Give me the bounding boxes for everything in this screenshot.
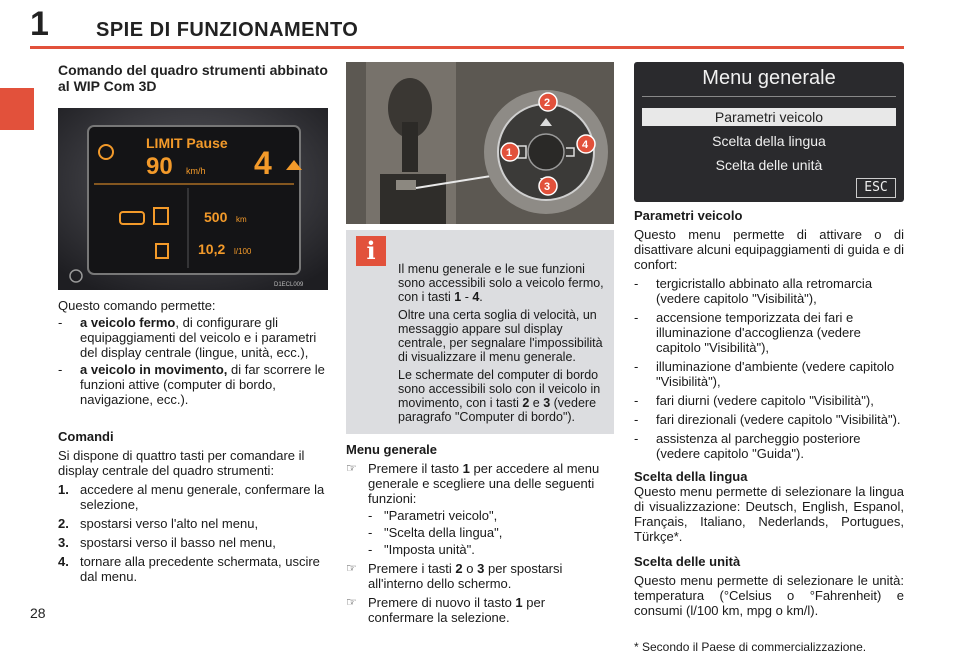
screen-divider [642, 96, 896, 97]
steering-wheel-photo [346, 62, 614, 224]
vehicle-params-title: Parametri veicolo [634, 208, 743, 223]
commands-list [58, 482, 328, 584]
pointing-hand-icon: ☞ [346, 461, 357, 475]
pointing-hand-icon: ☞ [346, 561, 357, 575]
callout-3: 3 [544, 181, 551, 193]
speed-value: 90 [146, 153, 173, 180]
list-item: 3. spostarsi verso il basso nel menu, [58, 535, 276, 550]
commands-intro: Si dispone di quattro tasti per comandare il display centrale del quadro strumenti: [58, 448, 305, 478]
callout-4: 4 [582, 139, 589, 151]
chapter-number: 1 [30, 5, 49, 43]
mode-stopped-label: a veicolo fermo [80, 315, 176, 330]
list-item: - accensione temporizzata dei fari e illuminazione d'accoglienza (vedere capitolo "Visibilità"), [634, 310, 861, 355]
menu-screen [634, 62, 904, 202]
list-item: 4. tornare alla precedente schermata, uscire dal menu. [58, 554, 320, 584]
info-paragraph-2: Oltre una certa soglia di velocità, un messaggio appare sul display centrale, per segnalare l'impossibilità di visualizzare il menu generale. [398, 308, 603, 364]
cluster-intro: Questo comando permette: [58, 298, 216, 313]
list-item: - a veicolo fermo, di configurare gli equipaggiamenti del veicolo e i parametri del display centrale (lingue, unità, ecc.), [58, 315, 317, 360]
vehicle-params-list [634, 276, 904, 461]
units-text: Questo menu permette di selezionare le unità: temperatura (°Celsius o °Fahrenheit) e consumi (l/100 km, mpg o km/l). [634, 573, 904, 618]
speed-unit: km/h [186, 166, 206, 176]
screen-item-vehicle-params[interactable]: Parametri veicolo [642, 108, 896, 126]
list-item: - "Scelta della lingua", [368, 525, 503, 540]
list-item: 1. accedere al menu generale, confermare la selezione, [58, 482, 325, 512]
info-paragraph-3: Le schermate del computer di bordo sono accessibili solo con il veicolo in movimento, con i tasti 2 e 3 (vedere paragrafo "Computer di bordo"). [398, 368, 601, 424]
instrument-cluster-photo [58, 108, 328, 290]
cluster-drawing [58, 108, 328, 290]
units-title: Scelta delle unità [634, 554, 741, 569]
footnote: * Secondo il Paese di commercializzazione. [634, 640, 867, 654]
menu-section [346, 442, 614, 625]
list-item: - fari direzionali (vedere capitolo "Visibilità"). [634, 412, 901, 427]
header-rule [30, 46, 904, 49]
consumption-unit: l/100 [234, 247, 252, 256]
callout-1: 1 [506, 147, 513, 159]
commands-title: Comandi [58, 429, 114, 444]
callout-2: 2 [544, 97, 551, 109]
list-item: - tergicristallo abbinato alla retromarcia (vedere capitolo "Visibilità"), [634, 276, 873, 306]
pointing-hand-icon: ☞ [346, 595, 357, 609]
list-item: - illuminazione d'ambiente (vedere capitolo "Visibilità"), [634, 359, 895, 389]
list-item: - a veicolo in movimento, di far scorrere le funzioni attive (computer di bordo, navigazione, ecc.). [58, 362, 325, 407]
esc-button[interactable]: ESC [856, 178, 896, 198]
list-item: ☞ Premere di nuovo il tasto 1 per confermare la selezione. [346, 595, 546, 625]
chapter-tab [0, 88, 34, 130]
list-item: ☞ Premere i tasti 2 o 3 per spostarsi all'interno dello schermo. [346, 561, 563, 591]
menu-title: Menu generale [346, 442, 438, 457]
list-item: - "Imposta unità". [368, 542, 475, 557]
list-item: - fari diurni (vedere capitolo "Visibilità"), [634, 393, 874, 408]
section-title-cluster: Comando del quadro strumenti abbinato al WIP Com 3D [58, 62, 328, 94]
mode-list [58, 315, 328, 407]
range-value: 500 [204, 209, 228, 225]
limit-label: LIMIT Pause [146, 135, 228, 151]
column-middle [346, 62, 614, 625]
page-title: SPIE DI FUNZIONAMENTO [96, 19, 359, 41]
photo-code: D1ECL009 [274, 282, 304, 288]
list-item: 2. spostarsi verso l'alto nel menu, [58, 516, 259, 531]
consumption-value: 10,2 [198, 241, 226, 257]
list-item: - assistenza al parcheggio posteriore (vedere capitolo "Guida"). [634, 431, 861, 461]
screen-item-units[interactable]: Scelta delle unità [715, 157, 823, 173]
column-left [58, 62, 328, 584]
language-text: Questo menu permette di selezionare la lingua di visualizzazione: Deutsch, English, Espanol, Français, Italiano, Nederlands, Portugues, Türkçe*. [634, 484, 904, 544]
list-item: - "Parametri veicolo", [368, 508, 498, 523]
column-right [634, 62, 904, 655]
list-item: ☞ Premere il tasto 1 per accedere al menu generale e scegliere una delle seguenti funzioni: [346, 461, 600, 506]
steering-drawing [346, 62, 614, 224]
screen-title: Menu generale [702, 67, 836, 89]
vehicle-params-intro: Questo menu permette di attivare o di disattivare alcuni equipaggiamenti di guida e di confort: [634, 227, 904, 272]
info-icon: i [356, 236, 386, 266]
language-title: Scelta della lingua [634, 469, 748, 484]
mode-moving-label: a veicolo in movimento, [80, 362, 228, 377]
gear-value: 4 [254, 145, 272, 181]
screen-item-language[interactable]: Scelta della lingua [712, 133, 826, 149]
info-box [346, 230, 614, 434]
info-paragraph-1: Il menu generale e le sue funzioni sono accessibili solo a veicolo fermo, con i tasti 1 - 4. [398, 262, 604, 304]
range-unit: km [236, 215, 247, 224]
page-number: 28 [30, 605, 46, 621]
